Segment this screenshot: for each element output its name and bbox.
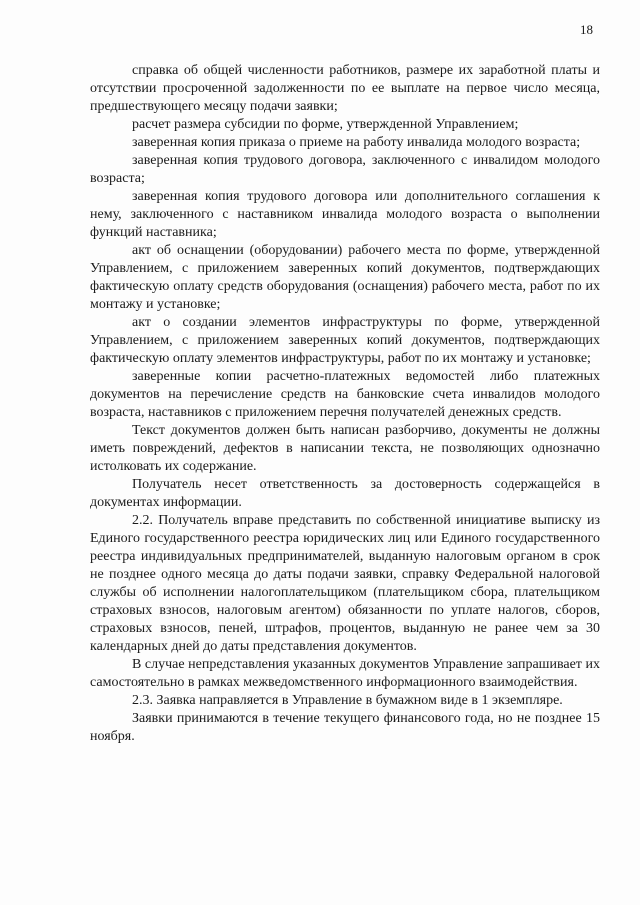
- paragraph: акт об оснащении (оборудовании) рабочего места по форме, утвержденной Управлением, с приложением заверенных копий документов, подтверждающих фактическую оплату средств оборудования (оснащения) рабочего места, работ по их монтажу и установке;: [90, 243, 600, 312]
- paragraph: 2.2. Получатель вправе представить по собственной инициативе выписку из Единого государственного реестра юридических лиц или Единого государственного реестра индивидуальных предпринимателей, выданную налоговым органом в срок не позднее одного месяца до даты подачи заявки, справку Федеральной налоговой службы об исполнении налогоплательщиком (плательщиком сбора, плательщиком страховых взносов, налоговым агентом) обязанности по уплате налогов, сборов, страховых взносов, пеней, штрафов, процентов, выданную не ранее чем за 30 календарных дней до даты представления документов.: [90, 513, 600, 654]
- document-body: [90, 62, 600, 746]
- page-number: 18: [580, 22, 593, 37]
- paragraph: Получатель несет ответственность за достоверность содержащейся в документах информации.: [90, 477, 600, 510]
- paragraph: Текст документов должен быть написан разборчиво, документы не должны иметь повреждений, дефектов в написании текста, не позволяющих однозначно истолковать их содержание.: [90, 423, 600, 474]
- paragraph: заверенные копии расчетно-платежных ведомостей либо платежных документов на перечисление средств на банковские счета инвалидов молодого возраста, наставников с приложением перечня получателей денежных средств.: [90, 369, 600, 420]
- paragraph: 2.3. Заявка направляется в Управление в бумажном виде в 1 экземпляре.: [132, 693, 563, 708]
- paragraph: Заявки принимаются в течение текущего финансового года, но не позднее 15 ноября.: [90, 711, 600, 744]
- paragraph: заверенная копия трудового договора, заключенного с инвалидом молодого возраста;: [90, 153, 600, 186]
- paragraph: справка об общей численности работников, размере их заработной платы и отсутствии просроченной задолженности по ее выплате на первое число месяца, предшествующего месяцу подачи заявки;: [90, 63, 600, 114]
- paragraph: заверенная копия трудового договора или дополнительного соглашения к нему, заключенного с наставником инвалида молодого возраста о выполнении функций наставника;: [90, 189, 600, 240]
- paragraph: расчет размера субсидии по форме, утвержденной Управлением;: [132, 117, 519, 132]
- paragraph: заверенная копия приказа о приеме на работу инвалида молодого возраста;: [132, 135, 581, 150]
- paragraph: акт о создании элементов инфраструктуры по форме, утвержденной Управлением, с приложением заверенных копий документов, подтверждающих фактическую оплату элементов инфраструктуры, работ по их монтажу и установке;: [90, 315, 600, 366]
- paragraph: В случае непредставления указанных документов Управление запрашивает их самостоятельно в рамках межведомственного информационного взаимодействия.: [90, 657, 600, 690]
